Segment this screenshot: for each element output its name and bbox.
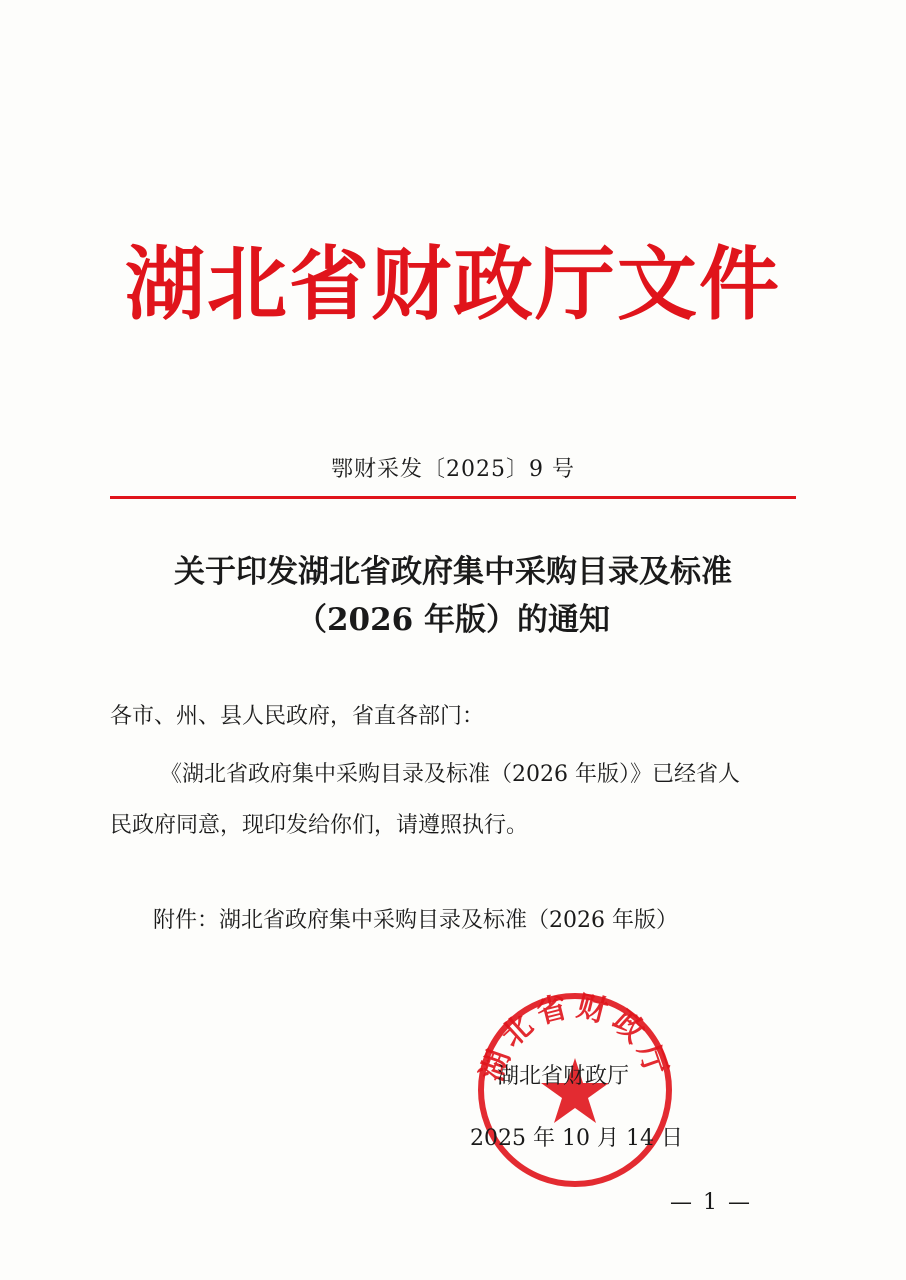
notice-title-line-2: （2026 年版）的通知	[295, 602, 611, 638]
page-number: — 1 —	[670, 1190, 752, 1215]
document-masthead: 湖北省财政厅文件	[125, 238, 781, 331]
notice-title-line-1: 关于印发湖北省政府集中采购目录及标准	[174, 554, 732, 590]
body-paragraph-line-1: 《湖北省政府集中采购目录及标准（2026 年版）》已经省人	[160, 762, 740, 787]
red-divider-line	[110, 496, 796, 499]
body-paragraph-line-2: 民政府同意，现印发给你们，请遵照执行。	[110, 813, 529, 838]
salutation: 各市、州、县人民政府，省直各部门：	[110, 704, 485, 729]
signature-organization: 湖北省财政厅	[497, 1064, 630, 1089]
seal-text: 湖北省财政厅	[475, 990, 675, 1086]
official-seal-icon	[475, 990, 675, 1190]
signature-date: 2025 年 10 月 14 日	[470, 1126, 683, 1151]
document-number: 鄂财采发〔2025〕9 号	[331, 457, 575, 482]
attachment-line: 附件：湖北省政府集中采购目录及标准（2026 年版）	[153, 908, 678, 933]
